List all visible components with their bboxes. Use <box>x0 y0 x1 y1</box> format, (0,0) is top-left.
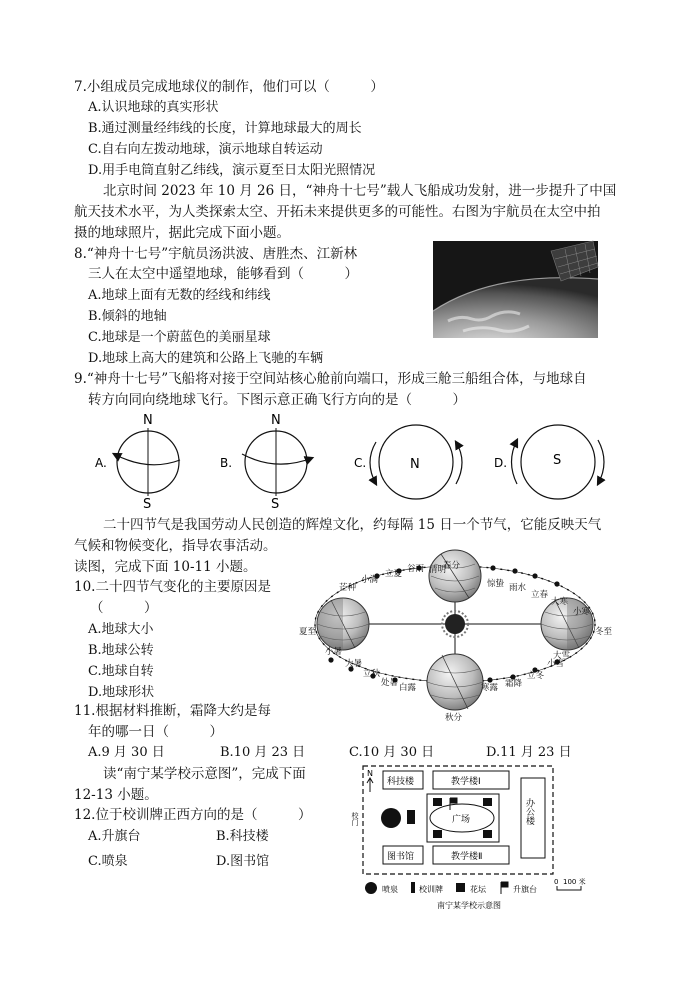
q10-option-c: C.地球自转 <box>88 664 154 679</box>
term-guyu: 谷雨 <box>407 564 425 574</box>
passage1-line3: 摄的地球照片，据此完成下面小题。 <box>74 225 290 241</box>
map-caption: 南宁某学校示意图 <box>437 901 501 910</box>
term-qiufen: 秋分 <box>445 713 463 723</box>
legend-garden-label: 花坛 <box>470 885 486 894</box>
q12-option-b: B.科技楼 <box>216 829 269 844</box>
term-chunfen: 春分 <box>443 561 461 571</box>
flowerbed-icon <box>483 830 492 838</box>
q9-diagram-d <box>494 425 604 499</box>
q11-option-d: D.11 月 23 日 <box>486 745 572 760</box>
q9-stem-line1: 9.“神舟十七号”飞船将对接于空间站核心舱前向端口，形成三舱三船组合体，与地球自 <box>74 371 587 387</box>
term-lichun: 立春 <box>531 590 549 600</box>
legend-fountain-label: 喷泉 <box>382 885 398 894</box>
gate-label: 校门 <box>351 812 359 826</box>
q11-option-c: C.10 月 30 日 <box>349 745 435 760</box>
q9-b-orbit-arrow <box>242 454 312 464</box>
q9-stem-line2: 转方向同向绕地球飞行。下图示意正确飞行方向的是（ ） <box>88 392 466 408</box>
earth-photo-illustration <box>433 241 598 338</box>
q10-stem-line2: （ ） <box>90 600 158 616</box>
legend-fountain-icon <box>365 882 377 894</box>
term-dongzhi: 冬至 <box>595 627 613 637</box>
passage3-line2: 12-13 小题。 <box>74 787 158 803</box>
q9-d-south: S <box>553 453 562 468</box>
north-label: N <box>367 769 373 778</box>
q8-option-c: C.地球是一个蔚蓝色的美丽星球 <box>88 330 271 345</box>
passage1-line2: 航天技术水平，为人类探索太空、开拓未来提供更多的可能性。右图为宇航员在太空中拍 <box>74 204 601 220</box>
q9-diagram-c <box>354 425 462 499</box>
q9-label-b: B. <box>220 456 233 470</box>
scale-100: 100 米 <box>563 878 586 886</box>
q12-option-a: A.升旗台 <box>88 829 141 844</box>
term-jingzhe: 惊蛰 <box>487 579 505 589</box>
flowerbed-icon <box>433 798 442 806</box>
q9-c-north: N <box>410 457 420 472</box>
teach1-label: 教学楼Ⅰ <box>451 777 481 787</box>
term-lixia: 立夏 <box>385 569 403 579</box>
earth-from-space-photo <box>433 241 598 338</box>
teach2-label: 教学楼Ⅱ <box>451 852 483 862</box>
term-xiaohan: 小寒 <box>573 607 591 617</box>
term-chushu: 处暑 <box>381 678 399 688</box>
solar-terms-diagram <box>295 562 615 722</box>
passage1-line1: 北京时间 2023 年 10 月 26 日，“神舟十七号”载人飞船成功发射，进一步提升了中国 <box>103 183 617 199</box>
term-lidong: 立冬 <box>527 671 545 681</box>
term-xiazhi: 夏至 <box>299 627 317 637</box>
q8-stem-line1: 8.“神舟十七号”宇航员汤洪波、唐胜杰、江新林 <box>74 246 358 262</box>
q9-d-right-arrow <box>598 440 604 484</box>
term-xiaoshu: 小暑 <box>325 647 343 657</box>
passage3-line1: 读“南宁某学校示意图”，完成下面 <box>103 766 306 782</box>
scale-bar <box>557 886 581 890</box>
passage2-line2: 气候和物候变化，指导农事活动。 <box>74 538 277 554</box>
q7-option-a: A.认识地球的真实形状 <box>88 100 219 115</box>
q9-b-north: N <box>271 413 281 428</box>
q11-option-b: B.10 月 23 日 <box>220 745 306 760</box>
term-dahan: 大寒 <box>551 597 569 607</box>
q9-b-south: S <box>271 497 280 512</box>
sun-icon <box>445 614 465 634</box>
globe-chunfen-icon <box>429 550 481 602</box>
q10-option-a: A.地球大小 <box>88 622 154 637</box>
term-xiaoman: 小满 <box>361 575 379 585</box>
term-qingming: 清明 <box>429 565 447 575</box>
legend-garden-icon <box>456 883 465 892</box>
q8-option-d: D.地球上高大的建筑和公路上飞驰的车辆 <box>88 351 324 366</box>
q7-option-b: B.通过测量经纬线的长度，计算地球最大的周长 <box>88 121 362 136</box>
term-bailu: 白露 <box>399 683 417 693</box>
office-label: 办公楼 <box>524 798 534 825</box>
flowerbed-icon <box>483 798 492 806</box>
q8-option-a: A.地球上面有无数的经线和纬线 <box>88 288 271 303</box>
q7-option-d: D.用手电筒直射乙纬线，演示夏至日太阳光照情况 <box>88 163 376 178</box>
q12-option-d: D.图书馆 <box>216 854 270 869</box>
q7-option-c: C.自右向左拨动地球，演示地球自转运动 <box>88 142 323 157</box>
q9-a-orbit-arrow <box>114 454 180 465</box>
tech-building-label: 科技楼 <box>387 777 415 787</box>
globe-qiufen-icon <box>427 654 483 710</box>
q11-stem-line2: 年的哪一日（ ） <box>88 724 223 740</box>
q9-d-left-arrow <box>512 440 518 484</box>
q9-orbit-diagrams <box>0 410 695 510</box>
q10-option-b: B.地球公转 <box>88 643 154 658</box>
term-mangzhong: 芒种 <box>339 583 357 593</box>
q7-stem: 7.小组成员完成地球仪的制作，他们可以（ ） <box>74 79 384 95</box>
term-daxue: 大雪 <box>553 651 571 661</box>
term-liqiu: 立秋 <box>363 669 381 679</box>
q11-stem-line1: 11.根据材料推断，霜降大约是每 <box>74 703 271 719</box>
term-hanlu: 寒露 <box>481 683 499 693</box>
q9-diagram-b <box>220 413 312 512</box>
library-label: 图书馆 <box>387 852 415 862</box>
flowerbed-icon <box>433 830 442 838</box>
term-dashu: 大暑 <box>345 659 363 669</box>
q9-diagram-a <box>95 413 180 512</box>
motto-board-icon <box>407 810 415 824</box>
legend-flag-label: 升旗台 <box>513 885 537 894</box>
q11-option-a: A.9 月 30 日 <box>88 745 165 760</box>
q9-label-c: C. <box>354 456 367 470</box>
q9-a-south: S <box>143 497 152 512</box>
term-shuangjiang: 霜降 <box>505 679 523 689</box>
q9-label-a: A. <box>95 456 107 470</box>
term-yushui: 雨水 <box>509 583 527 593</box>
q9-a-north: N <box>143 413 153 428</box>
legend-flag-icon <box>501 882 508 894</box>
globe-xiazhi-icon <box>317 598 369 650</box>
square-label: 广场 <box>452 815 471 825</box>
q9-label-d: D. <box>494 456 508 470</box>
q8-option-b: B.倾斜的地轴 <box>88 309 167 324</box>
q12-stem: 12.位于校训牌正西方向的是（ ） <box>74 807 312 823</box>
scale-zero: 0 <box>554 878 559 886</box>
legend-motto-icon <box>411 882 415 893</box>
q8-stem-line2: 三人在太空中遥望地球，能够看到（ ） <box>88 266 358 282</box>
q10-option-d: D.地球形状 <box>88 685 155 700</box>
q9-c-right-arrow <box>456 442 462 484</box>
passage2-line1: 二十四节气是我国劳动人民创造的辉煌文化，约每隔 15 日一个节气，它能反映天气 <box>103 517 602 533</box>
q12-option-c: C.喷泉 <box>88 854 128 869</box>
legend-motto-label: 校训牌 <box>419 885 443 894</box>
fountain-icon <box>381 808 401 828</box>
term-xiaoxue: 小雪 <box>547 659 565 669</box>
q10-stem-line1: 10.二十四节气变化的主要原因是 <box>74 579 271 595</box>
north-arrow-icon <box>367 778 373 792</box>
school-map <box>351 762 595 912</box>
passage2-line3: 读图，完成下面 10-11 小题。 <box>74 559 257 575</box>
q9-c-left-arrow <box>370 442 376 484</box>
